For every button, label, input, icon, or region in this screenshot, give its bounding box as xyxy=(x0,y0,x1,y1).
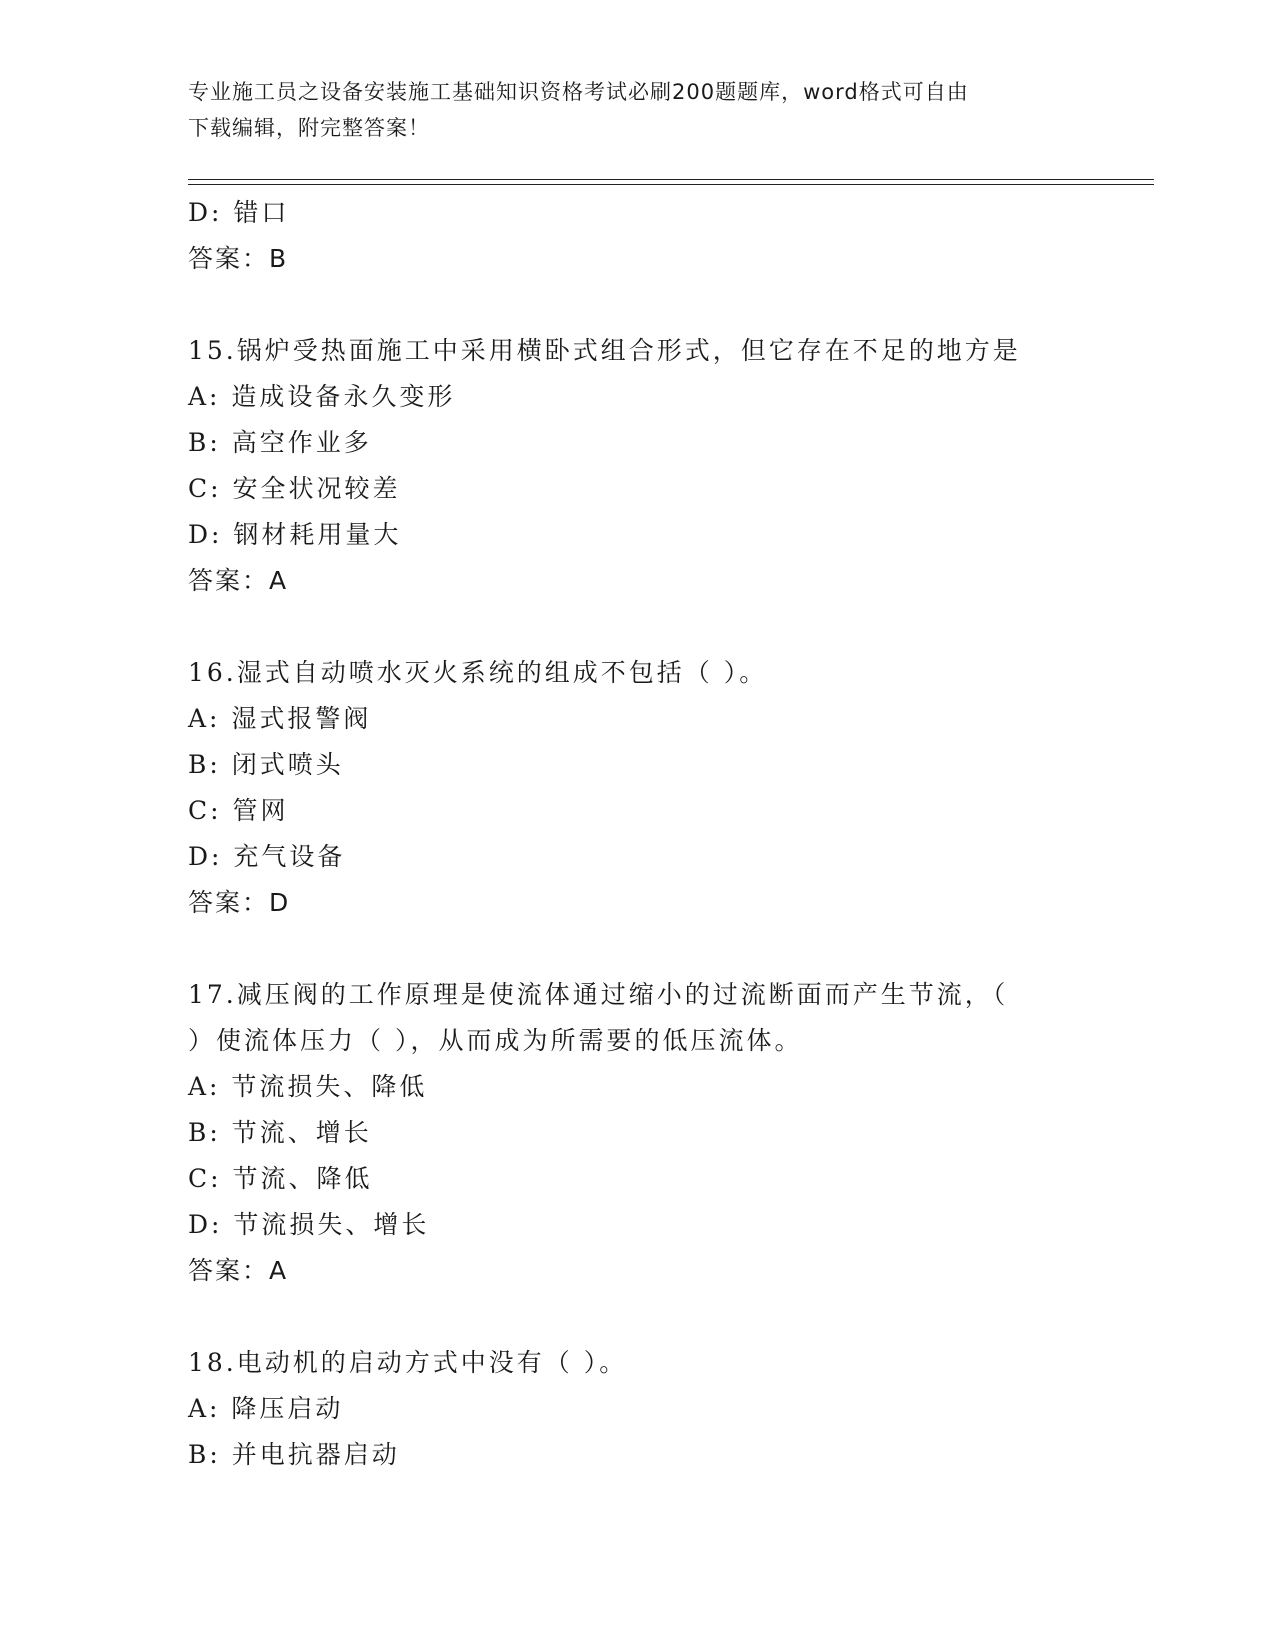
question-16-answer: 答案：D xyxy=(188,888,291,917)
question-16-option-d: D: 充气设备 xyxy=(188,842,346,871)
question-17-option-c: C: 节流、降低 xyxy=(188,1164,373,1193)
question-17-option-a: A: 节流损失、降低 xyxy=(188,1072,428,1101)
question-16-stem: 16.湿式自动喷水灭火系统的组成不包括（ ）。 xyxy=(188,658,768,687)
question-16-option-b: B: 闭式喷头 xyxy=(188,750,344,779)
question-17-option-d: D: 节流损失、增长 xyxy=(188,1210,430,1239)
question-17-option-b: B: 节流、增长 xyxy=(188,1118,372,1147)
question-15-stem: 15.锅炉受热面施工中采用横卧式组合形式，但它存在不足的地方是 xyxy=(188,336,1021,365)
question-15-option-b: B: 高空作业多 xyxy=(188,428,372,457)
header-title-line-2: 下载编辑，附完整答案！ xyxy=(188,116,430,140)
question-list xyxy=(188,190,1088,1478)
previous-question-answer: 答案：B xyxy=(188,244,289,273)
question-18-option-a: A: 降压启动 xyxy=(188,1394,344,1423)
question-17-stem-line-2: ）使流体压力（ ），从而成为所需要的低压流体。 xyxy=(188,1026,803,1055)
header-divider-top xyxy=(188,179,1154,180)
question-18-stem: 18.电动机的启动方式中没有（ ）。 xyxy=(188,1348,628,1377)
document-header xyxy=(188,74,1068,146)
question-18-option-b: B: 并电抗器启动 xyxy=(188,1440,400,1469)
previous-question-option-d: D: 错口 xyxy=(188,198,290,227)
question-15-option-a: A: 造成设备永久变形 xyxy=(188,382,456,411)
question-16-option-c: C: 管网 xyxy=(188,796,289,825)
question-15-option-c: C: 安全状况较差 xyxy=(188,474,401,503)
question-17-answer: 答案：A xyxy=(188,1256,289,1285)
question-15-option-d: D: 钢材耗用量大 xyxy=(188,520,402,549)
question-17-stem-line-1: 17.减压阀的工作原理是使流体通过缩小的过流断面而产生节流，（ xyxy=(188,980,1009,1009)
header-title-line-1: 专业施工员之设备安装施工基础知识资格考试必刷200题题库，word格式可自由 xyxy=(188,80,969,104)
question-15-answer: 答案：A xyxy=(188,566,289,595)
question-16-option-a: A: 湿式报警阀 xyxy=(188,704,372,733)
header-divider-bottom xyxy=(188,184,1154,185)
